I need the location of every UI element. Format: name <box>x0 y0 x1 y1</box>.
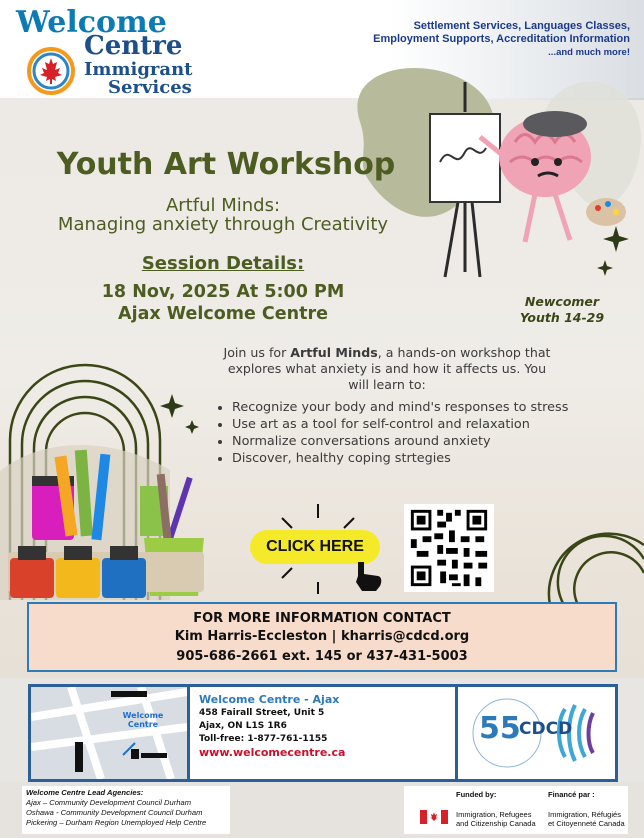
canada-flag-icon <box>420 810 448 824</box>
arches-decoration-right <box>546 505 644 605</box>
contact-separator: | <box>331 629 337 644</box>
welcome-centre-logo <box>16 5 193 100</box>
map-graphic <box>31 687 187 779</box>
funding-notice <box>404 786 628 834</box>
logo-line-centre: Centre <box>84 31 183 61</box>
subtitle-line-2: Managing anxiety through Creativity <box>57 214 389 235</box>
office-divider-2 <box>455 687 458 779</box>
event-title: Youth Art Workshop <box>56 147 396 182</box>
office-tollfree: Toll-free: 1-877-761-1155 <box>199 734 328 744</box>
tagline-line-2: Employment Supports, Accreditation Information <box>373 33 630 45</box>
qr-code-icon <box>404 504 494 592</box>
map-label-line-1: Welcome <box>122 711 164 720</box>
contact-person <box>29 627 615 647</box>
logo-line-welcome: Welcome <box>16 5 167 40</box>
sparkle-icon <box>596 226 642 286</box>
audience-line-2: Youth 14-29 <box>519 310 605 325</box>
funded-by-label: Funded by: <box>456 790 497 799</box>
sparkle-left-icon <box>160 394 204 440</box>
office-address <box>199 693 459 760</box>
contact-heading: FOR MORE INFORMATION CONTACT <box>193 611 451 626</box>
art-supplies-illustration <box>8 446 220 600</box>
funder-english <box>456 810 536 828</box>
session-heading: Session Details: <box>141 253 305 274</box>
audience-label <box>502 294 622 326</box>
bullet-item: • Normalize conversations around anxiety <box>232 434 644 450</box>
contact-email-link[interactable]: kharris@cdcd.org <box>340 629 470 644</box>
funder-french <box>548 810 625 828</box>
funder-en-line-2: and Citizenship Canada <box>456 819 536 828</box>
office-title-name: Welcome Centre <box>199 693 301 706</box>
office-map <box>31 687 187 779</box>
office-title-city: - Ajax <box>300 693 340 706</box>
cdcd-logo <box>461 691 611 775</box>
contact-name: Kim Harris-Eccleston <box>174 629 328 644</box>
contact-phone: 905-686-2661 ext. 145 or 437-431-5003 <box>176 649 468 664</box>
tagline-line-1: Settlement Services, Languages Classes, <box>413 20 630 32</box>
office-divider <box>187 687 190 779</box>
agency-item: Oshawa - Community Development Council Durham <box>26 808 203 817</box>
event-subtitle <box>24 196 422 234</box>
bullet-item: • Discover, healthy coping strtegies <box>232 451 644 467</box>
office-city: Ajax, ON L1S 1R6 <box>199 721 287 731</box>
map-label <box>113 711 173 729</box>
tagline-line-3: ...and much more! <box>548 47 630 58</box>
pointer-hand-icon <box>352 560 384 592</box>
bullet-item: • Use art as a tool for self-control and relaxation <box>232 417 644 433</box>
agencies-heading: Welcome Centre Lead Agencies: <box>26 788 144 797</box>
funder-fr-line-1: Immigration, Réfugiés <box>548 810 621 819</box>
learning-bullets <box>200 400 644 468</box>
intro-paragraph <box>222 345 552 393</box>
audience-line-1: Newcomer <box>524 294 600 309</box>
agency-item: Ajax – Community Development Council Durham <box>26 798 192 807</box>
finance-par-label: Financé par : <box>548 790 595 799</box>
office-title <box>199 693 459 707</box>
subtitle-line-1: Artful Minds: <box>165 195 281 216</box>
office-street: 458 Fairall Street, Unit 5 <box>199 708 325 718</box>
maple-leaf-icon <box>26 46 76 96</box>
contact-box <box>27 602 617 672</box>
logo-line-services: Services <box>108 77 192 98</box>
cdcd-name: CDCD <box>519 719 573 739</box>
funder-fr-line-2: et Citoyenneté Canada <box>548 819 625 828</box>
intro-text-part1: Join us for <box>223 345 291 360</box>
intro-bold: Artful Minds <box>290 345 378 360</box>
click-here-button[interactable] <box>250 530 380 564</box>
map-label-line-2: Centre <box>127 720 159 729</box>
logo-line-immigrant: Immigrant <box>84 59 193 80</box>
header-tagline <box>373 20 630 59</box>
lead-agencies <box>22 786 230 834</box>
event-date-time: 18 Nov, 2025 At 5:00 PM <box>101 282 345 302</box>
qr-code[interactable] <box>404 504 494 592</box>
office-website-link[interactable]: www.welcomecentre.ca <box>199 746 346 759</box>
cdcd-years: 55 <box>479 711 521 746</box>
funder-en-line-1: Immigration, Refugees <box>456 810 532 819</box>
agency-item: Pickering – Durham Region Unemployed Help Centre <box>26 818 207 827</box>
click-here-label: CLICK HERE <box>266 538 364 555</box>
office-info-box <box>28 684 618 782</box>
bullet-item: • Recognize your body and mind's responses to stress <box>232 400 644 416</box>
intro-text-part2: , a hands-on workshop that explores what anxiety is and how it affects us. You will learn to: <box>227 345 551 392</box>
event-location: Ajax Welcome Centre <box>118 304 328 324</box>
